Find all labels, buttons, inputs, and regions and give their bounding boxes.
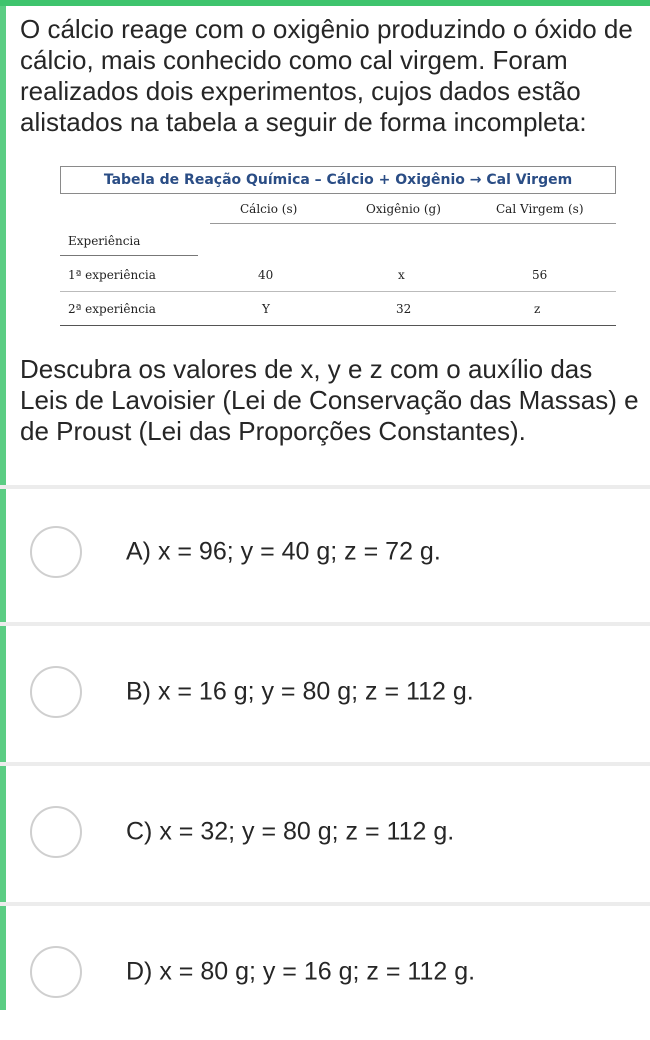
cell-oxigenio: x — [398, 268, 405, 282]
table-row — [60, 258, 616, 292]
row-divider — [60, 325, 616, 326]
answer-option-b[interactable] — [0, 623, 650, 760]
answer-option-d[interactable] — [0, 903, 650, 1040]
row-header-underline — [60, 255, 198, 256]
col-header-calcio: Cálcio (s) — [240, 202, 298, 216]
top-progress-bar — [0, 0, 650, 6]
table-row — [60, 292, 616, 326]
cell-cal-virgem: z — [534, 302, 541, 316]
answer-option-a-label: A) x = 96; y = 40 g; z = 72 g. — [126, 537, 441, 565]
answer-option-b-label: B) x = 16 g; y = 80 g; z = 112 g. — [126, 677, 474, 705]
answer-option-a[interactable] — [0, 483, 650, 620]
row-header-label: Experiência — [68, 234, 141, 248]
answer-option-c-label: C) x = 32; y = 80 g; z = 112 g. — [126, 817, 455, 845]
answer-option-c[interactable] — [0, 763, 650, 900]
cell-calcio: 40 — [258, 268, 274, 282]
instruction-text: Descubra os valores de x, y e z com o auxílio das Leis de Lavoisier (Lei de Conservação das Massas) e de Proust (Lei das Proporções Constantes). — [20, 354, 639, 446]
cell-oxigenio: 32 — [396, 302, 412, 316]
question-text: O cálcio reage com o oxigênio produzindo o óxido de cálcio, mais conhecido como cal virgem. Foram realizados dois experimentos, cujos dados estão alistados na tabela a seguir de forma incompleta: — [20, 14, 633, 137]
row-header-experiencia — [60, 224, 616, 258]
radio-button-a[interactable] — [30, 526, 82, 578]
col-header-cal-virgem: Cal Virgem (s) — [496, 202, 584, 216]
row-label: 1ª experiência — [68, 268, 156, 282]
radio-button-b[interactable] — [30, 666, 82, 718]
col-header-oxigenio: Oxigênio (g) — [366, 202, 441, 216]
radio-button-d[interactable] — [30, 946, 82, 998]
row-label: 2ª experiência — [68, 302, 156, 316]
reaction-table — [60, 166, 616, 326]
answer-option-d-label: D) x = 80 g; y = 16 g; z = 112 g. — [126, 957, 476, 985]
radio-button-c[interactable] — [30, 806, 82, 858]
table-header-row — [60, 194, 616, 224]
cell-cal-virgem: 56 — [532, 268, 548, 282]
cell-calcio: Y — [262, 302, 270, 316]
table-title: Tabela de Reação Química – Cálcio + Oxigênio → Cal Virgem — [60, 166, 616, 194]
